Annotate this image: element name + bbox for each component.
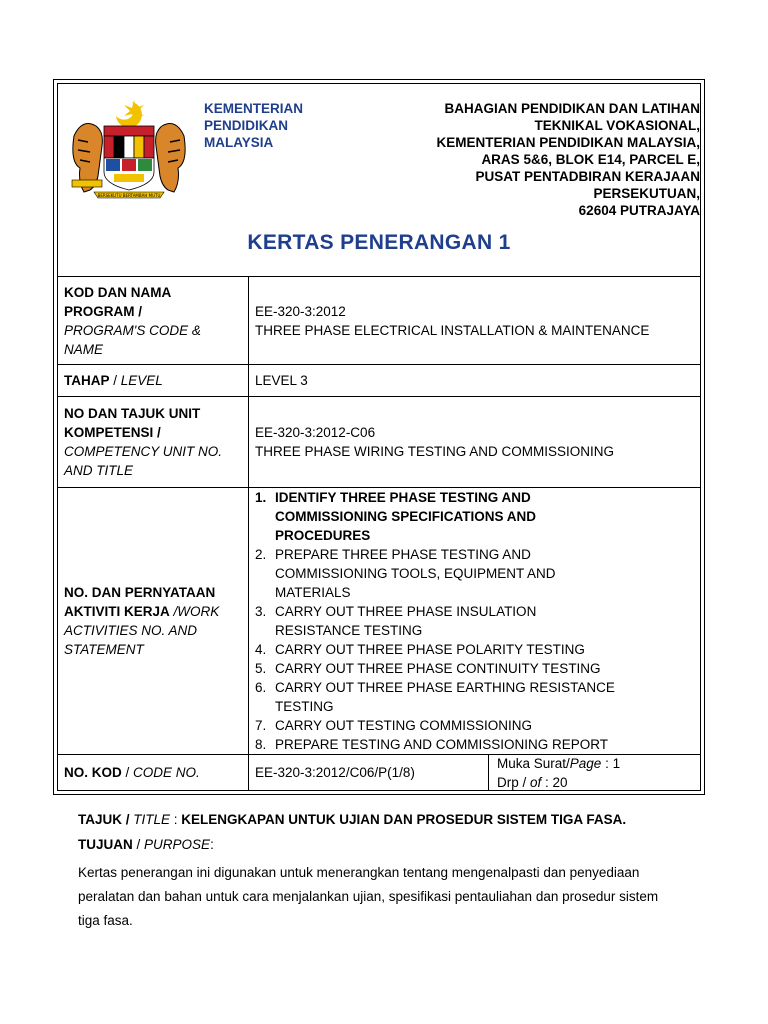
activity-text: COMMISSIONING SPECIFICATIONS AND	[275, 509, 537, 524]
address-line: 62604 PUTRAJAYA	[578, 203, 700, 218]
topic-value: KELENGKAPAN UNTUK UJIAN DAN PROSEDUR SISTEM TIGA FASA.	[181, 812, 627, 827]
activity-number: 1.	[255, 490, 267, 505]
activity-item	[255, 735, 694, 754]
paragraph-line: peralatan dan bahan untuk cara menjalankan ujian, spesifikasi pentauliahan dan prosedur sistem	[78, 889, 659, 904]
level-row	[58, 365, 700, 397]
ministry-line: PENDIDIKAN	[204, 118, 289, 133]
page-value: : 1	[601, 756, 621, 771]
label-text: Drp /	[497, 775, 531, 790]
ministry-name	[204, 100, 303, 151]
activity-item	[255, 488, 694, 545]
unit-row	[58, 397, 700, 488]
unit-label	[58, 397, 249, 487]
activity-item	[255, 640, 694, 659]
label-text: AKTIVITI KERJA	[64, 604, 170, 619]
ministry-line: KEMENTERIAN	[204, 101, 304, 116]
label-text: /	[121, 765, 134, 780]
activity-number: 3.	[255, 604, 267, 619]
label-text: COMPETENCY UNIT NO.	[64, 444, 223, 459]
address-line: BAHAGIAN PENDIDIKAN DAN LATIHAN	[444, 101, 700, 116]
label-text: NO. DAN PERNYATAAN	[64, 585, 216, 600]
activity-text: CARRY OUT TESTING COMMISSIONING	[275, 718, 533, 733]
unit-code: EE-320-3:2012-C06	[255, 425, 376, 440]
activity-item	[255, 678, 694, 716]
activity-text: CARRY OUT THREE PHASE EARTHING RESISTANCE	[275, 680, 615, 695]
label-text: KOMPETENSI /	[64, 425, 161, 440]
address-line: KEMENTERIAN PENDIDIKAN MALAYSIA,	[436, 135, 700, 150]
ministry-address	[436, 100, 700, 219]
label-text: NO DAN TAJUK UNIT	[64, 406, 201, 421]
unit-value	[249, 397, 700, 487]
ministry-line: MALAYSIA	[204, 135, 274, 150]
page-info	[489, 755, 700, 791]
unit-title: THREE PHASE WIRING TESTING AND COMMISSIONING	[255, 444, 615, 459]
program-value	[249, 277, 700, 364]
activity-text: PROCEDURES	[275, 528, 371, 543]
activities-label	[58, 488, 249, 754]
label-text: STATEMENT	[64, 642, 144, 657]
label-text: AND TITLE	[64, 463, 134, 478]
activity-number: 6.	[255, 680, 267, 695]
label-text: NO. KOD	[64, 765, 122, 780]
paragraph-line: Kertas penerangan ini digunakan untuk menerangkan tentang mengenalpasti dan penyediaan	[78, 865, 640, 880]
purpose-sep: /	[132, 837, 145, 852]
activity-text: PREPARE THREE PHASE TESTING AND	[275, 547, 531, 562]
address-line: ARAS 5&6, BLOK E14, PARCEL E,	[481, 152, 700, 167]
purpose-label-italic: PURPOSE	[144, 837, 211, 852]
program-row	[58, 277, 700, 365]
program-name: THREE PHASE ELECTRICAL INSTALLATION & MAINTENANCE	[255, 322, 650, 338]
paragraph-line: tiga fasa.	[78, 913, 133, 928]
topic-label: TAJUK /	[78, 812, 130, 827]
level-label	[58, 365, 249, 396]
purpose-label: TUJUAN	[78, 837, 133, 852]
activities-row	[58, 488, 700, 755]
page-total-value: : 20	[541, 775, 568, 790]
activity-text: CARRY OUT THREE PHASE CONTINUITY TESTING	[275, 661, 601, 676]
label-text: of	[530, 775, 542, 790]
topic-colon: :	[170, 812, 182, 827]
activity-text: MATERIALS	[275, 585, 351, 600]
label-text: PROGRAM'S CODE &	[64, 322, 201, 338]
address-line: PUSAT PENTADBIRAN KERAJAAN	[475, 169, 700, 184]
level-value: LEVEL 3	[255, 373, 308, 388]
label-text: KOD DAN NAMA	[64, 284, 172, 300]
activity-number: 4.	[255, 642, 267, 657]
info-table	[57, 83, 701, 791]
activity-text: PREPARE TESTING AND COMMISSIONING REPORT	[275, 737, 609, 752]
label-text: /WORK	[169, 604, 220, 619]
activities-list-cell	[249, 488, 700, 754]
label-text: Page	[569, 756, 602, 771]
activity-number: 5.	[255, 661, 267, 676]
activity-text: CARRY OUT THREE PHASE INSULATION	[275, 604, 537, 619]
purpose-colon: :	[210, 837, 214, 852]
page-number	[497, 754, 692, 773]
malaysia-coat-of-arms-icon	[64, 96, 194, 208]
label-text: NAME	[64, 341, 104, 357]
code-row	[58, 755, 700, 791]
activity-item	[255, 659, 694, 678]
address-line: TEKNIKAL VOKASIONAL,	[534, 118, 700, 133]
document-title: KERTAS PENERANGAN 1	[247, 231, 511, 254]
page-total	[497, 773, 692, 792]
activity-text: RESISTANCE TESTING	[275, 623, 423, 638]
activity-number: 7.	[255, 718, 267, 733]
activity-item	[255, 602, 694, 640]
activity-item	[255, 545, 694, 602]
activity-number: 8.	[255, 737, 267, 752]
code-label	[58, 755, 249, 791]
activity-text: IDENTIFY THREE PHASE TESTING AND	[275, 490, 531, 505]
label-text: ACTIVITIES NO. AND	[64, 623, 198, 638]
program-label	[58, 277, 249, 364]
activities-list	[255, 488, 694, 754]
activity-text: TESTING	[275, 699, 334, 714]
label-text: LEVEL	[120, 373, 163, 388]
code-value: EE-320-3:2012/C06/P(1/8)	[249, 755, 489, 791]
document-header	[58, 84, 700, 277]
purpose-paragraph	[78, 861, 688, 933]
label-text: PROGRAM /	[64, 303, 143, 319]
svg-text:BERSEKUTU BERTAMBAH MUTU: BERSEKUTU BERTAMBAH MUTU	[97, 193, 161, 198]
label-text: Muka Surat/	[497, 756, 570, 771]
activity-text: COMMISSIONING TOOLS, EQUIPMENT AND	[275, 566, 556, 581]
activity-item	[255, 716, 694, 735]
label-text: /	[109, 373, 121, 388]
address-line: PERSEKUTUAN,	[593, 186, 700, 201]
activity-number: 2.	[255, 547, 267, 562]
program-code: EE-320-3:2012	[255, 303, 346, 319]
purpose-line	[78, 837, 698, 852]
label-text: TAHAP	[64, 373, 110, 388]
activity-text: CARRY OUT THREE PHASE POLARITY TESTING	[275, 642, 585, 657]
topic-line	[78, 812, 698, 827]
topic-label-italic: TITLE	[129, 812, 171, 827]
label-text: CODE NO.	[133, 765, 200, 780]
